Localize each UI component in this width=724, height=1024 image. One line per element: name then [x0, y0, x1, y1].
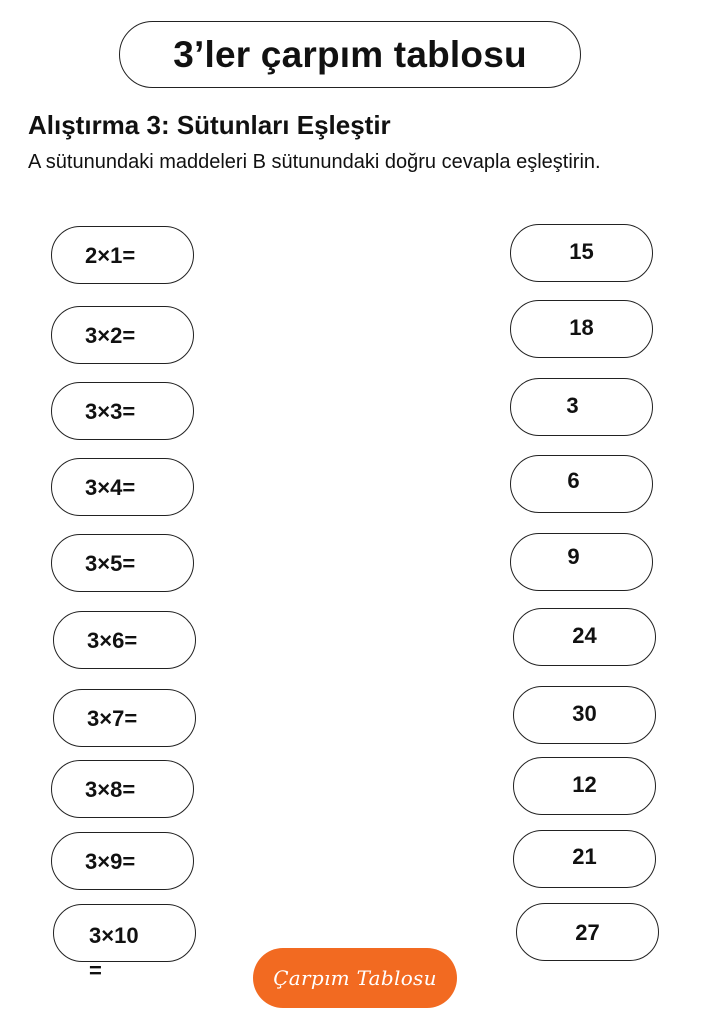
column-b-item-7[interactable] — [513, 686, 656, 744]
column-b-item-4[interactable] — [510, 455, 653, 513]
column-a-item-6[interactable] — [53, 611, 196, 669]
brand-logo-text: Çarpım Tablosu — [273, 966, 437, 990]
column-b-item-8[interactable] — [513, 757, 656, 815]
column-a-label: 2×1= — [85, 243, 136, 268]
column-b-label: 9 — [567, 544, 580, 569]
brand-logo — [253, 948, 457, 1008]
column-a-label: 3×5= — [85, 551, 136, 576]
column-b-label: 3 — [566, 393, 579, 418]
column-b-item-5[interactable] — [510, 533, 653, 591]
column-a-item-9[interactable] — [51, 832, 194, 890]
column-a-label: 3×7= — [87, 706, 138, 731]
column-b-label: 30 — [572, 701, 597, 726]
column-b-item-2[interactable] — [510, 300, 653, 358]
column-a-item-10-overflow: = — [89, 958, 102, 983]
column-a-item-1[interactable] — [51, 226, 194, 284]
column-b-label: 21 — [572, 844, 597, 869]
column-b-item-9[interactable] — [513, 830, 656, 888]
column-a-label: 3×8= — [85, 777, 136, 802]
column-a-item-10[interactable] — [53, 904, 196, 962]
column-a-item-7[interactable] — [53, 689, 196, 747]
column-b-label: 12 — [572, 772, 597, 797]
page-title-box — [119, 21, 581, 88]
column-b-item-10[interactable] — [516, 903, 659, 961]
column-a-label: 3×9= — [85, 849, 136, 874]
column-a-item-8[interactable] — [51, 760, 194, 818]
column-a-item-5[interactable] — [51, 534, 194, 592]
exercise-heading: Alıştırma 3: Sütunları Eşleştir — [28, 110, 391, 140]
column-a-label: 3×10 — [89, 923, 139, 948]
column-a-label: 3×2= — [85, 323, 136, 348]
column-a-item-2[interactable] — [51, 306, 194, 364]
column-b-label: 27 — [575, 920, 600, 945]
column-b-label: 6 — [567, 468, 580, 493]
column-b-item-6[interactable] — [513, 608, 656, 666]
column-a-item-4[interactable] — [51, 458, 194, 516]
column-a-label: 3×6= — [87, 628, 138, 653]
column-a-item-3[interactable] — [51, 382, 194, 440]
exercise-instruction: A sütunundaki maddeleri B sütunundaki doğru cevapla eşleştirin. — [28, 151, 601, 173]
column-b-label: 18 — [569, 315, 594, 340]
page-title: 3’ler çarpım tablosu — [173, 33, 527, 75]
column-b-item-1[interactable] — [510, 224, 653, 282]
column-a-label: 3×3= — [85, 399, 136, 424]
column-b-label: 15 — [569, 239, 594, 264]
column-b-label: 24 — [572, 623, 597, 648]
column-a-label: 3×4= — [85, 475, 136, 500]
column-b-item-3[interactable] — [510, 378, 653, 436]
